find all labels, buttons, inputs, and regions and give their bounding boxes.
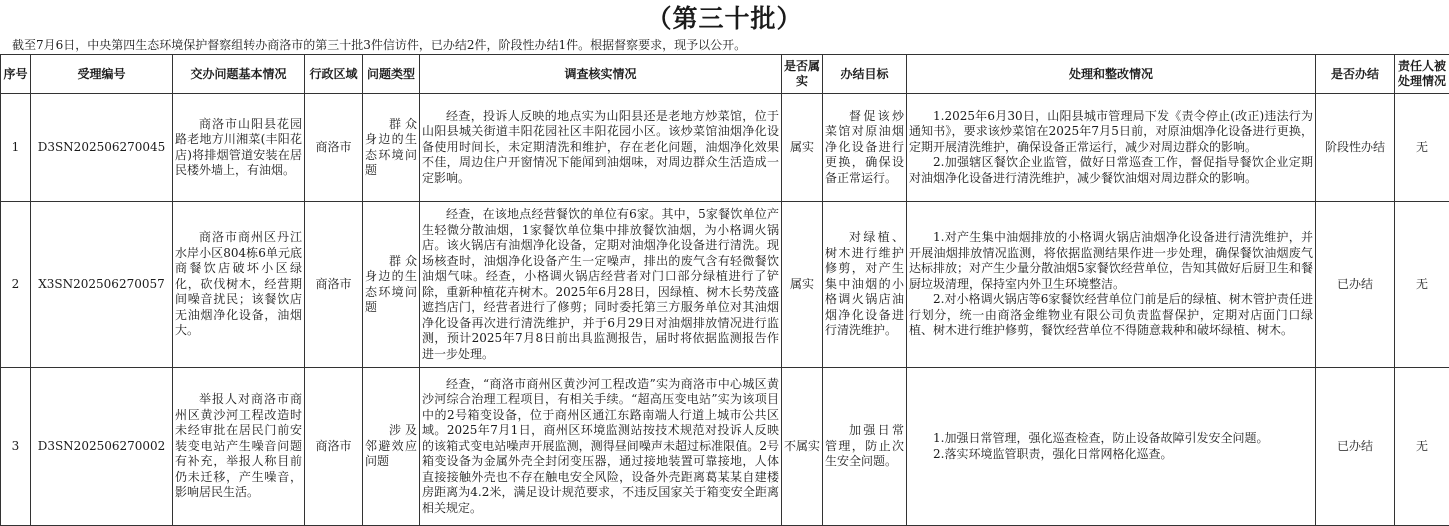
cell-region: 商洛市 bbox=[305, 368, 363, 526]
cell-accountability: 无 bbox=[1395, 202, 1449, 368]
cell-goal: 加强日常管理，防止次生安全问题。 bbox=[823, 368, 907, 526]
header-issue: 交办问题基本情况 bbox=[173, 55, 305, 94]
handling-item: 1.2025年6月30日，山阳县城市管理局下发《责令停止(改正)违法行为通知书》，要求该炒菜馆在2025年7月5日前，对原油烟净化设备进行更换，定期开展清洗维护，确保设备正常运行，减少对周边群众的影响。 bbox=[909, 109, 1313, 156]
header-done: 是否办结 bbox=[1316, 55, 1395, 94]
header-goal: 办结目标 bbox=[823, 55, 907, 94]
cell-issue: 举报人对商洛市商州区黄沙河工程改造时未经审批在居民门前安装变电站产生噪音问题有补充，举报人称目前仍未迁移，产生噪音，影响居民生活。 bbox=[173, 368, 305, 526]
complaint-table bbox=[0, 54, 1449, 526]
cell-handling bbox=[907, 94, 1316, 202]
cell-handling bbox=[907, 368, 1316, 526]
header-code: 受理编号 bbox=[31, 55, 173, 94]
cell-region: 商洛市 bbox=[305, 202, 363, 368]
table-header-row bbox=[1, 55, 1449, 94]
cell-code: D3SN202506270045 bbox=[31, 94, 173, 202]
cell-type: 涉及邻避效应问题 bbox=[363, 368, 420, 526]
handling-item: 2.加强辖区餐饮企业监管，做好日常巡查工作，督促指导餐饮企业定期对油烟净化设备进行清洗维护，减少餐饮油烟对周边群众的影响。 bbox=[909, 155, 1313, 186]
cell-investigation: 经查，在该地点经营餐饮的单位有6家。其中，5家餐饮单位产生轻微分散油烟，1家餐饮单位集中排放餐饮油烟，为小格调火锅店。该火锅店有油烟净化设备，定期对油烟净化设备进行清洗。现场核查时，油烟净化设备产生一定噪声，排出的废气含有轻微餐饮油烟气味。经查，小格调火锅店经营者对门口部分绿植进行了铲除，重新种植花卉树木。2025年6月28日，因绿植、树木长势茂盛遮挡店门，经营者进行了修剪；同时委托第三方服务单位对其油烟净化设备再次进行清洗维护，并于6月29日对油烟排放情况进行监测，预计2025年7月8日前出具监测报告，届时将依据监测报告作进一步处理。 bbox=[420, 202, 782, 368]
cell-region: 商洛市 bbox=[305, 94, 363, 202]
table-row bbox=[1, 94, 1449, 202]
header-type: 问题类型 bbox=[363, 55, 420, 94]
header-region: 行政区域 bbox=[305, 55, 363, 94]
header-verified: 是否属实 bbox=[782, 55, 823, 94]
cell-code: X3SN202506270057 bbox=[31, 202, 173, 368]
cell-code: D3SN202506270002 bbox=[31, 368, 173, 526]
cell-seq: 3 bbox=[1, 368, 31, 526]
header-investigation: 调查核实情况 bbox=[420, 55, 782, 94]
cell-seq: 1 bbox=[1, 94, 31, 202]
cell-issue: 商洛市商州区丹江水岸小区804栋6单元底商餐饮店破坏小区绿化，砍伐树木，经营期间噪音扰民；该餐饮店无油烟净化设备，油烟大。 bbox=[173, 202, 305, 368]
cell-type: 群众身边的生态环境问题 bbox=[363, 94, 420, 202]
table-row bbox=[1, 368, 1449, 526]
cell-done: 阶段性办结 bbox=[1316, 94, 1395, 202]
header-accountability: 责任人被处理情况 bbox=[1395, 55, 1449, 94]
cell-done: 已办结 bbox=[1316, 202, 1395, 368]
cell-seq: 2 bbox=[1, 202, 31, 368]
cell-done: 已办结 bbox=[1316, 368, 1395, 526]
cell-handling bbox=[907, 202, 1316, 368]
cell-accountability: 无 bbox=[1395, 94, 1449, 202]
handling-item: 1.加强日常管理，强化巡查检查，防止设备故障引发安全问题。 bbox=[909, 431, 1313, 447]
cell-issue: 商洛市山阳县花园路老地方川湘菜(丰阳花店)将排烟管道安装在居民楼外墙上，有油烟。 bbox=[173, 94, 305, 202]
cell-verified: 属实 bbox=[782, 202, 823, 368]
page-title: （第三十批） bbox=[0, 2, 1449, 36]
cell-investigation: 经查，投诉人反映的地点实为山阳县还是老地方炒菜馆，位于山阳县城关街道丰阳花园社区丰阳花园小区。该炒菜馆油烟净化设备使用时间长，未定期清洗和维护，存在老化问题，油烟净化效果不佳，周边住户开窗情况下能闻到油烟味，对周边群众生活造成一定影响。 bbox=[420, 94, 782, 202]
handling-item: 2.对小格调火锅店等6家餐饮经营单位门前是后的绿植、树木管护责任进行划分，统一由商洛金维物业有限公司负责监督保护，定期对店面门口绿植、树木进行维护修剪，餐饮经营单位不得随意栽种和破坏绿植、树木。 bbox=[909, 292, 1313, 339]
handling-item: 1.对产生集中油烟排放的小格调火锅店油烟净化设备进行清洗维护，并开展油烟排放情况监测，将依据监测结果作进一步处理，确保餐饮油烟废气达标排放；对产生少量分散油烟5家餐饮经营单位，告知其做好后厨卫生和餐厨垃圾清理，保持室内外卫生环境整洁。 bbox=[909, 230, 1313, 292]
cell-investigation: 经查，“商洛市商州区黄沙河工程改造”实为商洛市中心城区黄沙河综合治理工程项目，有相关手续。“超高压变电站”实为该项目中的2号箱变设备，位于商州区通江东路南端人行道上城市公共区域。2025年7月1日，商州区环境监测站按技术规范对投诉人反映的该箱式变电站噪声开展监测，测得昼间噪声未超过标准限值。2号箱变设备为金属外壳全封闭变压器，通过接地装置可靠接地，人体直接接触外壳也不存在触电安全风险，设备外壳距离葛某某自建楼房距离为4.2米，满足设计规范要求，不违反国家关于箱变安全距离相关规定。 bbox=[420, 368, 782, 526]
cell-accountability: 无 bbox=[1395, 368, 1449, 526]
cell-type: 群众身边的生态环境问题 bbox=[363, 202, 420, 368]
cell-verified: 不属实 bbox=[782, 368, 823, 526]
cell-verified: 属实 bbox=[782, 94, 823, 202]
notice-text: 截至7月6日，中央第四生态环境保护督察组转办商洛市的第三十批3件信访件，已办结2件，阶段性办结1件。根据督察要求，现予以公开。 bbox=[12, 38, 746, 53]
header-seq: 序号 bbox=[1, 55, 31, 94]
table-row bbox=[1, 202, 1449, 368]
cell-goal: 对绿植、树木进行维护修剪，对产生集中油烟的小格调火锅店油烟净化设备进行清洗维护。 bbox=[823, 202, 907, 368]
handling-item: 2.落实环境监管职责，强化日常网格化巡查。 bbox=[909, 447, 1313, 463]
header-handling: 处理和整改情况 bbox=[907, 55, 1316, 94]
cell-goal: 督促该炒菜馆对原油烟净化设备进行更换，确保设备正常运行。 bbox=[823, 94, 907, 202]
